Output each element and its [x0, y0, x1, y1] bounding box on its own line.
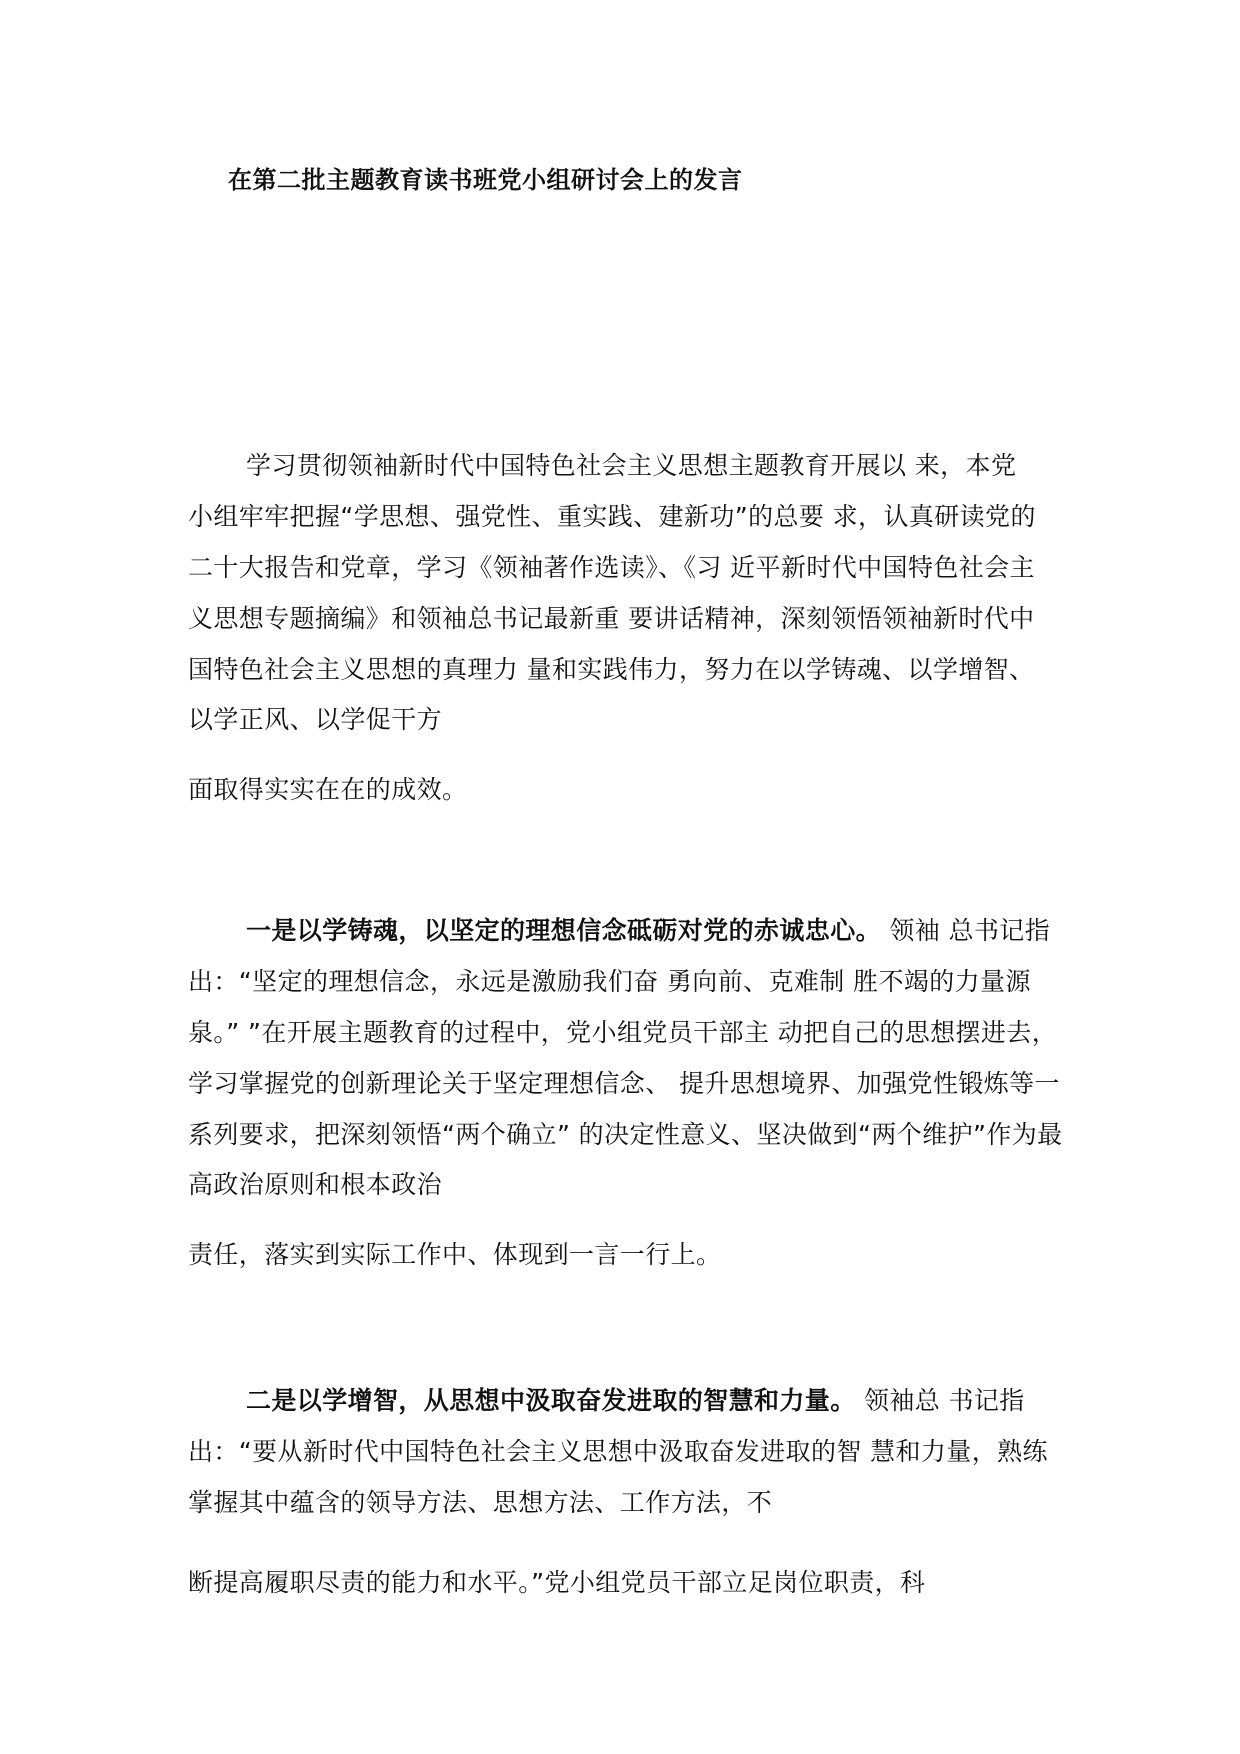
paragraph-2-line-5: 系列要求，把深刻领悟“两个确立” 的决定性意义、坚决做到“两个维护”作为最: [188, 1120, 1063, 1149]
paragraph-2-line-2: 出：“坚定的理想信念，永远是激励我们奋 勇向前、克难制 胜不竭的力量源: [188, 967, 1031, 996]
paragraph-2-line-1: [246, 918, 1050, 943]
paragraph-2-first-line-rest: 领袖 总书记指: [881, 916, 1051, 945]
paragraph-2-heading: 一是以学铸魂，以坚定的理想信念砥砺对党的赤诚忠心。: [246, 916, 882, 945]
paragraph-1-line-4: 义思想专题摘编》和领袖总书记最新重 要讲话精神，深刻领悟领袖新时代中: [188, 604, 1035, 633]
paragraph-3-line-3: 掌握其中蕴含的领导方法、思想方法、工作方法，不: [188, 1488, 773, 1517]
paragraph-3-line-2: 出：“要从新时代中国特色社会主义思想中汲取奋发进取的智 慧和力量，熟练: [188, 1437, 1048, 1466]
paragraph-3-heading: 二是以学增智，从思想中汲取奋发进取的智慧和力量。: [246, 1386, 856, 1415]
paragraph-3-line-4: 断提高履职尽责的能力和水平。”党小组党员干部立足岗位职责，科: [188, 1568, 926, 1597]
paragraph-2-line-4: 学习掌握党的创新理论关于坚定理想信念、 提升思想境界、加强党性锻炼等一: [188, 1069, 1060, 1098]
paragraph-1-line-1: 学习贯彻领袖新时代中国特色社会主义思想主题教育开展以 来，本党: [246, 451, 1017, 480]
paragraph-1-line-3: 二十大报告和党章，学习《领袖著作选读》、《习 近平新时代中国特色社会主: [188, 553, 1035, 582]
document-title: 在第二批主题教育读书班党小组研讨会上的发言: [228, 166, 743, 194]
paragraph-2-line-3: 泉。” ”在开展主题教育的过程中，党小组党员干部主 动把自己的思想摆进去，: [188, 1018, 1058, 1047]
paragraph-3-line-1: [246, 1388, 1025, 1413]
paragraph-1-line-7: 面取得实实在在的成效。: [188, 775, 468, 804]
paragraph-1-line-2: 小组牢牢把握“学思想、强党性、重实践、建新功”的总要 求，认真研读党的: [188, 502, 1036, 531]
paragraph-2-line-6: 高政治原则和根本政治: [188, 1170, 443, 1199]
paragraph-1-line-6: 以学正风、以学促干方: [188, 705, 443, 734]
paragraph-3-first-line-rest: 领袖总 书记指: [855, 1386, 1025, 1415]
paragraph-1-line-5: 国特色社会主义思想的真理力 量和实践伟力，努力在以学铸魂、以学增智、: [188, 655, 1035, 684]
paragraph-2-line-7: 责任，落实到实际工作中、体现到一言一行上。: [188, 1240, 722, 1269]
